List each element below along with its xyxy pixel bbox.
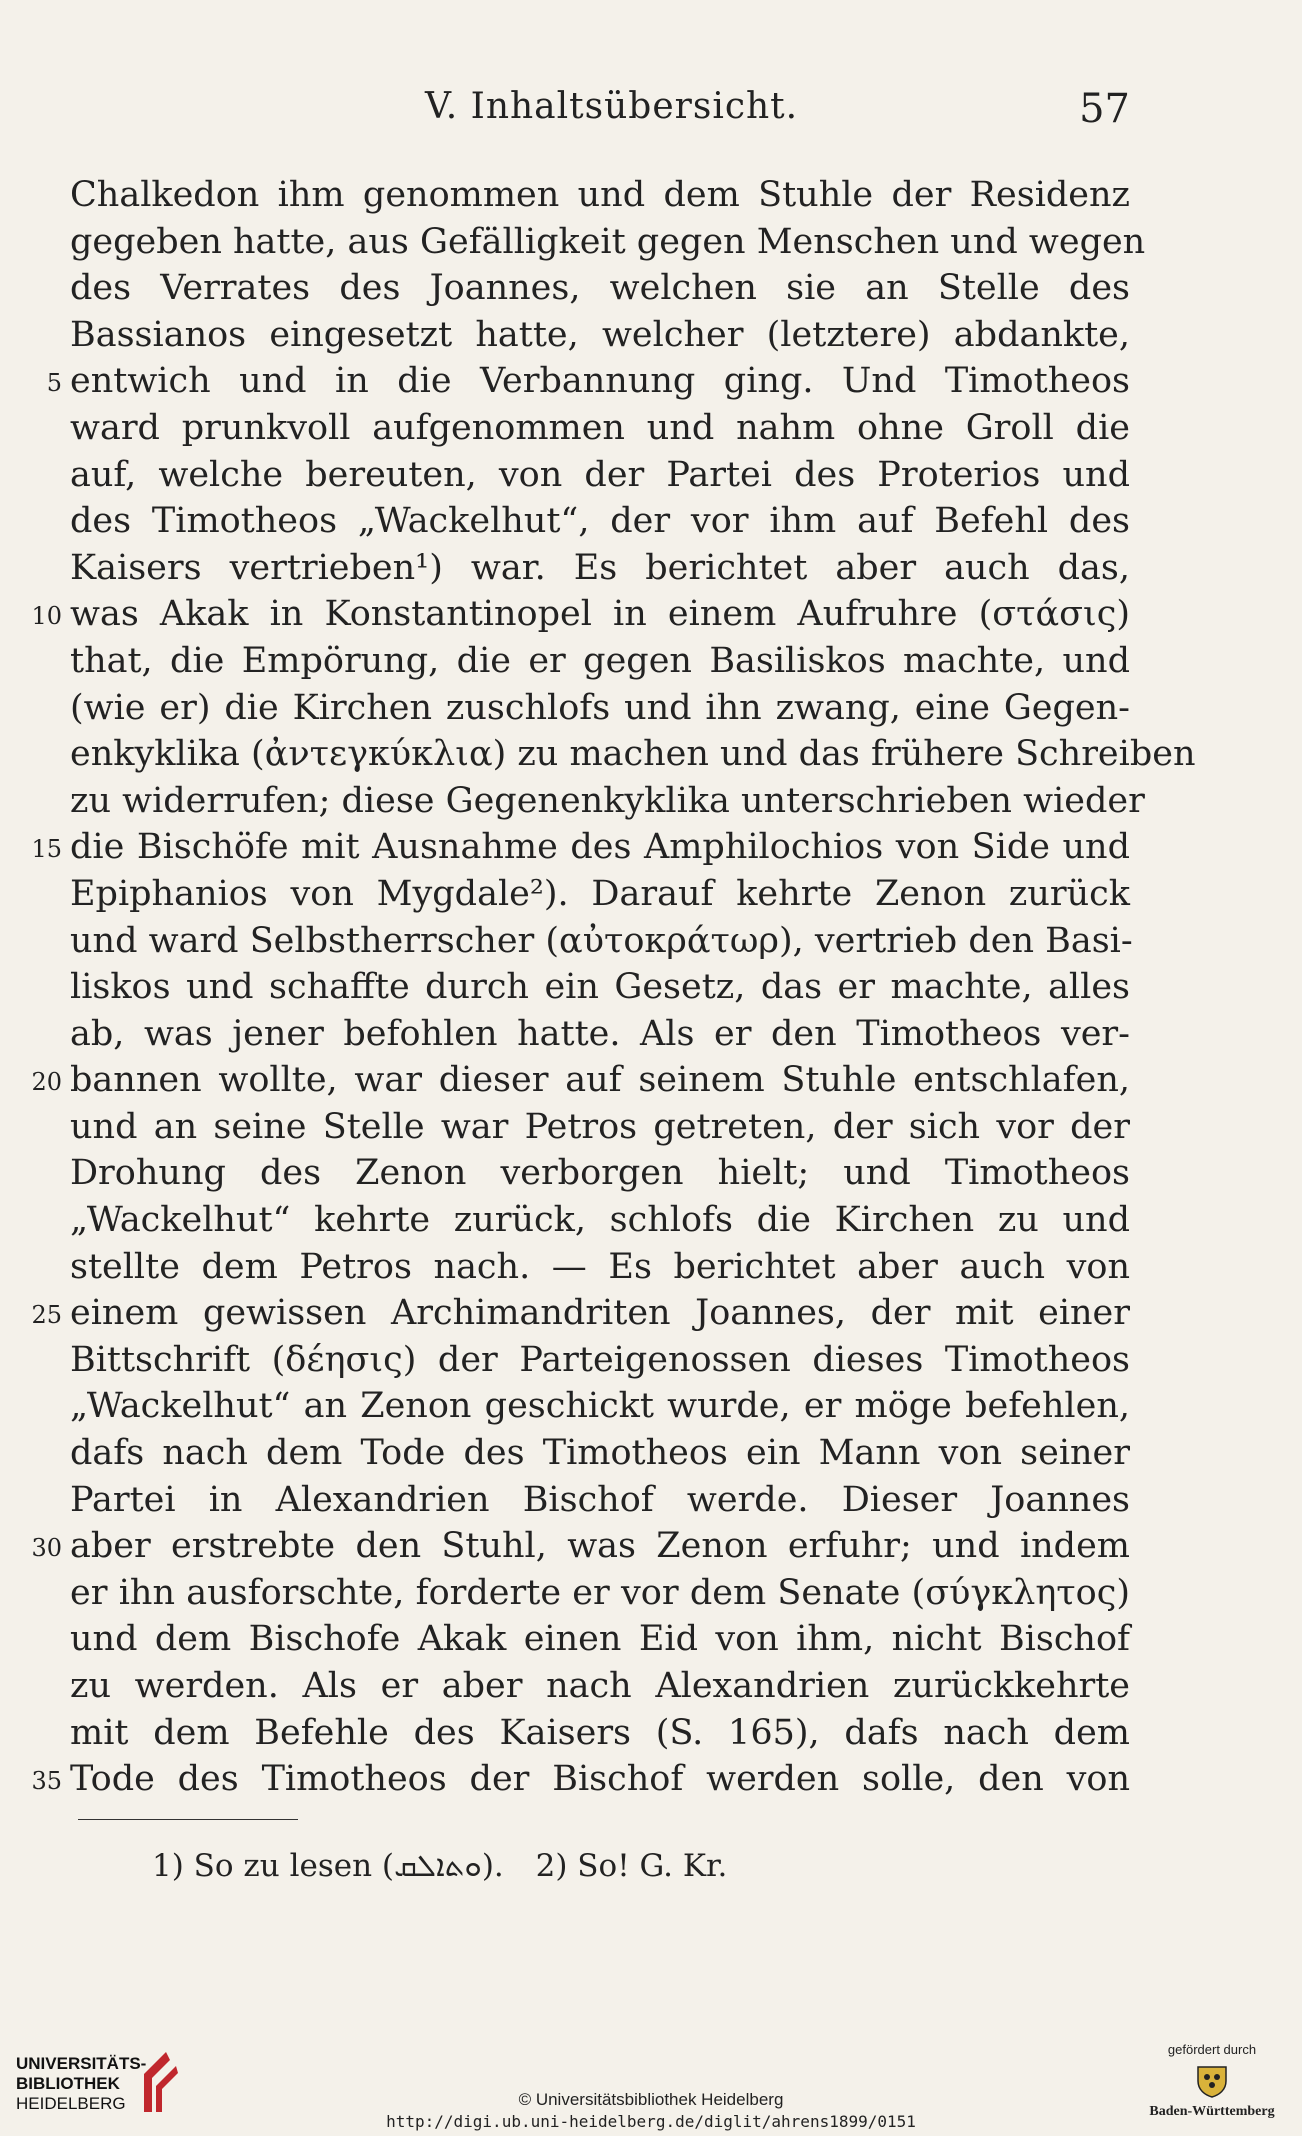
page-number: 57 <box>1079 86 1130 132</box>
line-text: einem gewissen Archimandriten Joannes, der mit einer <box>70 1293 1130 1334</box>
line-text: ward prunkvoll aufgenommen und nahm ohne Groll die <box>70 407 1130 448</box>
line-text: that, die Empörung, die er gegen Basiliskos machte, und <box>70 640 1130 681</box>
text-line <box>70 1337 1130 1384</box>
line-text: zu werden. Als er aber nach Alexandrien zurückkehrte <box>70 1666 1130 1706</box>
line-text: und ward Selbstherrscher (αὐτοκράτωρ), vertrieb den Basi- <box>70 920 1133 961</box>
text-line <box>70 1383 1130 1430</box>
line-text: aber erstrebte den Stuhl, was Zenon erfuhr; und indem <box>70 1526 1130 1567</box>
running-title: V. Inhaltsübersicht. <box>425 86 799 127</box>
text-line <box>70 1430 1130 1477</box>
text-line <box>70 1104 1130 1151</box>
line-text: bannen wollte, war dieser auf seinem Stuhle entschlafen, <box>70 1060 1130 1101</box>
line-text: er ihn ausforschte, forderte er vor dem Senate (σύγκλητος) <box>70 1572 1130 1613</box>
coat-of-arms-icon <box>1192 2063 1232 2099</box>
text-line <box>70 405 1130 452</box>
line-text: Chalkedon ihm genommen und dem Stuhle der Residenz <box>70 175 1130 215</box>
line-number: 25 <box>31 1301 62 1330</box>
text-line <box>70 918 1133 965</box>
line-text: die Bischöfe mit Ausnahme des Amphilochios von Side und <box>70 827 1130 868</box>
text-line <box>31 1290 1130 1337</box>
page-header <box>70 86 1130 136</box>
text-line <box>70 312 1130 359</box>
text-line <box>70 871 1130 918</box>
line-text: „Wackelhut“ an Zenon geschickt wurde, er möge befehlen, <box>70 1386 1130 1427</box>
line-text: mit dem Befehle des Kaisers (S. 165), dafs nach dem <box>70 1712 1130 1753</box>
text-line <box>31 591 1130 638</box>
sponsor-block <box>1142 2042 1282 2120</box>
text-line <box>70 1663 1130 1710</box>
line-text: „Wackelhut“ kehrte zurück, schlofs die Kirchen zu und <box>70 1200 1130 1241</box>
text-line <box>70 452 1130 499</box>
text-line <box>70 545 1130 592</box>
copyright-notice: © Universitätsbibliothek Heidelberg <box>518 2090 784 2109</box>
line-number: 15 <box>31 835 62 864</box>
footnotes <box>152 1848 749 1885</box>
line-text: des Timotheos „Wackelhut“, der vor ihm auf Befehl des <box>70 501 1130 542</box>
line-number: 20 <box>31 1068 62 1097</box>
line-number: 5 <box>46 369 62 398</box>
text-line <box>31 1756 1130 1803</box>
line-number: 30 <box>31 1534 62 1563</box>
line-text: Kaisers vertrieben¹) war. Es berichtet aber auch das, <box>70 547 1130 588</box>
line-text: Tode des Timotheos der Bischof werden solle, den von <box>70 1759 1130 1800</box>
text-line <box>70 1197 1130 1244</box>
text-line <box>70 685 1130 732</box>
line-number: 10 <box>31 602 62 631</box>
footnote-1: 1) So zu lesen (ܘܬܐܠܩ). <box>152 1848 504 1884</box>
text-line <box>70 1570 1130 1617</box>
line-text: des Verrates des Joannes, welchen sie an Stelle des <box>70 268 1130 309</box>
library-name-line-1: UNIVERSITÄTS- <box>16 2054 147 2073</box>
line-text: Epiphanios von Mygdale²). Darauf kehrte Zenon zurück <box>70 873 1130 914</box>
line-text: entwich und in die Verbannung ging. Und Timotheos <box>70 361 1130 402</box>
text-line <box>70 1150 1130 1197</box>
line-text: enkyklika (ἀντεγκύκλια) zu machen und das frühere Schreiben <box>70 734 1196 775</box>
library-name-line-3: HEIDELBERG <box>16 2094 126 2113</box>
text-line <box>70 638 1130 685</box>
sponsor-label: gefördert durch <box>1167 2042 1257 2057</box>
text-line <box>31 1057 1130 1104</box>
line-text: und dem Bischofe Akak einen Eid von ihm, nicht Bischof <box>70 1619 1130 1660</box>
text-line <box>31 824 1130 871</box>
line-text: gegeben hatte, aus Gefälligkeit gegen Menschen und wegen <box>70 221 1146 262</box>
line-text: und an seine Stelle war Petros getreten, der sich vor der <box>70 1106 1130 1147</box>
text-line <box>70 1011 1130 1058</box>
text-line <box>70 1710 1130 1757</box>
line-text: auf, welche bereuten, von der Partei des Proterios und <box>70 454 1130 495</box>
text-line <box>70 1477 1130 1524</box>
line-text: (wie er) die Kirchen zuschlofs und ihn zwang, eine Gegen- <box>70 687 1130 728</box>
line-text: ab, was jener befohlen hatte. Als er den Timotheos ver- <box>70 1013 1130 1054</box>
text-line <box>70 265 1130 312</box>
text-line <box>31 1523 1130 1570</box>
permalink-url[interactable]: http://digi.ub.uni-heidelberg.de/diglit/ahrens1899/0151 <box>386 2112 916 2131</box>
text-line <box>70 172 1130 219</box>
text-line <box>46 358 1130 405</box>
line-text: Bittschrift (δέησις) der Parteigenossen dieses Timotheos <box>70 1339 1130 1380</box>
line-text: dafs nach dem Tode des Timotheos ein Mann von seiner <box>70 1433 1130 1474</box>
line-text: Partei in Alexandrien Bischof werde. Dieser Joannes <box>70 1479 1130 1520</box>
line-number: 35 <box>31 1767 62 1796</box>
sponsor-name: Baden-Württemberg <box>1149 2104 1275 2119</box>
text-line <box>70 498 1130 545</box>
text-line <box>70 1616 1130 1663</box>
line-text: zu widerrufen; diese Gegenenkyklika unterschrieben wieder <box>70 780 1145 821</box>
line-text: Bassianos eingesetzt hatte, welcher (letztere) abdankte, <box>70 314 1130 355</box>
text-line <box>70 778 1145 825</box>
footer-bar <box>0 2040 1302 2136</box>
library-name-line-2: BIBLIOTHEK <box>16 2074 120 2093</box>
footnote-2: 2) So! G. Kr. <box>535 1848 728 1884</box>
footnote-divider <box>78 1819 298 1820</box>
text-line <box>70 964 1130 1011</box>
text-line <box>70 1244 1130 1291</box>
body-text <box>31 172 1196 1803</box>
line-text: liskos und schaffte durch ein Gesetz, das er machte, alles <box>70 967 1130 1008</box>
text-line <box>70 219 1146 266</box>
line-text: stellte dem Petros nach. — Es berichtet aber auch von <box>70 1246 1130 1287</box>
line-text: Drohung des Zenon verborgen hielt; und Timotheos <box>70 1153 1130 1194</box>
line-text: was Akak in Konstantinopel in einem Aufruhre (στάσις) <box>70 594 1130 635</box>
text-line <box>70 731 1196 778</box>
